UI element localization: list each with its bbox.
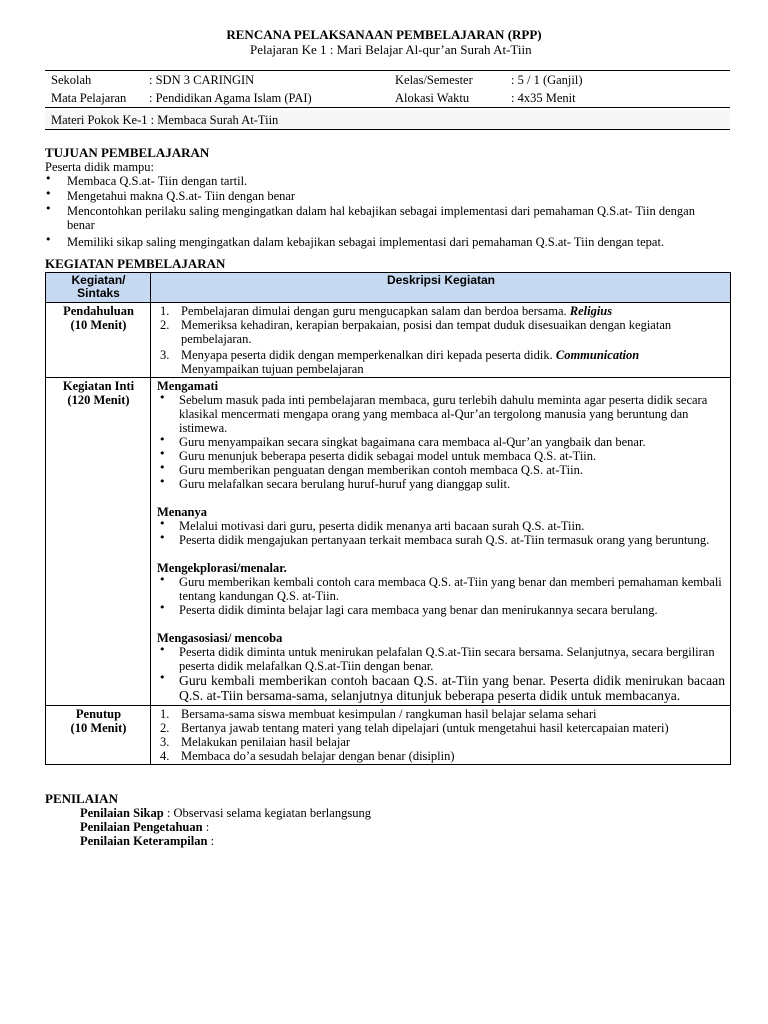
col-deskripsi: Deskripsi Kegiatan <box>151 273 731 303</box>
list-item: • Mengetahui makna Q.S.at- Tiin dengan benar <box>45 189 735 203</box>
document-subtitle: Pelajaran Ke 1 : Mari Belajar Al-qur’an Surah At-Tiin <box>250 42 532 57</box>
item-number: 1. <box>160 303 170 318</box>
kegiatan-table <box>45 272 731 765</box>
subheading-mengasosiasi: Mengasosiasi/ mencoba <box>157 630 283 645</box>
list-item: • Melalui motivasi dari guru, peserta didik menanya arti bacaan surah Q.S. at-Tiin. <box>157 519 725 533</box>
alokasi-value: : 4x35 Menit <box>511 91 576 105</box>
item-text: Menyapa peserta didik dengan memperkenalkan diri kepada peserta didik. <box>181 347 553 362</box>
item-number: 3. <box>160 347 170 362</box>
item-number: 4. <box>160 748 170 763</box>
mengeksplorasi-list <box>157 575 725 617</box>
list-item: • Membaca Q.S.at- Tiin dengan tartil. <box>45 174 735 188</box>
tujuan-section <box>45 160 735 250</box>
penutup-desc <box>151 705 731 764</box>
stage-time: (10 Menit) <box>70 720 127 735</box>
list-item: • Peserta didik diminta untuk menirukan pelafalan Q.S.at-Tiin secara bersama. Selanjutnya, secara bergiliran peserta didik melafalkan Q.S.at-Tiin dengan benar. <box>157 645 725 673</box>
mengasosiasi-list <box>157 645 725 704</box>
penilaian-keterampilan <box>80 834 371 848</box>
list-item <box>157 318 725 346</box>
stage-penutup <box>46 705 151 764</box>
list-item: • Peserta didik diminta belajar lagi cara membaca yang benar dan menirukannya secara berulang. <box>157 603 725 617</box>
item-text: Bertanya jawab tentang materi yang telah dipelajari (untuk mengetahui hasil ketercapaian materi) <box>181 720 669 735</box>
subheading-mengeksplorasi: Mengekplorasi/menalar. <box>157 560 287 575</box>
list-item: • Guru memberikan kembali contoh cara membaca Q.S. at-Tiin yang benar dan memberi pemahaman kembali tentang kandungan Q.S. at-Tiin. <box>157 575 725 603</box>
penilaian-value: : Observasi selama kegiatan berlangsung <box>163 806 371 820</box>
penilaian-label: Penilaian Sikap <box>80 806 164 820</box>
kelas-value: : 5 / 1 (Ganjil) <box>511 73 583 87</box>
stage-label: Pendahuluan <box>63 303 134 318</box>
penilaian-sikap <box>80 806 371 820</box>
list-item: • Peserta didik mengajukan pertanyaan terkait membaca surah Q.S. at-Tiin termasuk orang yang beruntung. <box>157 533 725 547</box>
table-row <box>46 302 731 377</box>
penilaian-heading: PENILAIAN <box>45 791 118 806</box>
list-item: • Sebelum masuk pada inti pembelajaran membaca, guru terlebih dahulu meminta agar peserta didik secara klasikal mencermati mengapa orang yang membaca al-Qur’an tergolong manusia yang beruntung dan istimewa. <box>157 393 725 435</box>
tujuan-heading: TUJUAN PEMBELAJARAN <box>45 145 210 160</box>
item-number: 1. <box>160 706 170 721</box>
item-text: Melakukan penilaian hasil belajar <box>181 734 351 749</box>
materi-pokok <box>45 110 730 130</box>
penilaian-pengetahuan <box>80 820 371 834</box>
character-tag: Communication <box>555 347 640 362</box>
table-row <box>46 377 731 705</box>
list-item: • Guru memberikan penguatan dengan memberikan contoh membaca Q.S. at-Tiin. <box>157 463 725 477</box>
list-item: • Guru menunjuk beberapa peserta didik sebagai model untuk membaca Q.S. at-Tiin. <box>157 449 725 463</box>
penilaian-value: : <box>207 834 215 848</box>
item-text: Bersama-sama siswa membuat kesimpulan / rangkuman hasil belajar selama sehari <box>181 706 597 721</box>
item-number: 2. <box>160 317 170 332</box>
kelas-label: Kelas/Semester <box>395 73 473 87</box>
list-item <box>157 304 725 318</box>
table-header-row <box>46 273 731 303</box>
penilaian-section <box>80 806 371 848</box>
penutup-list <box>157 707 725 763</box>
tujuan-intro: Peserta didik mampu: <box>45 160 155 174</box>
stage-time: (10 Menit) <box>70 317 127 332</box>
list-item <box>157 707 725 721</box>
list-item: • Guru melafalkan secara berulang huruf-huruf yang dianggap sulit. <box>157 477 725 491</box>
menanya-list <box>157 519 725 547</box>
mapel-label: Mata Pelajaran <box>51 91 127 105</box>
penilaian-value: : <box>202 820 210 834</box>
alokasi-label: Alokasi Waktu <box>395 91 470 105</box>
mengamati-list <box>157 393 725 491</box>
item-text: Membaca do’a sesudah belajar dengan benar (disiplin) <box>181 748 455 763</box>
inti-desc <box>151 377 731 705</box>
stage-pendahuluan <box>46 302 151 377</box>
list-item <box>157 721 725 735</box>
subheading-mengamati: Mengamati <box>157 378 219 393</box>
identity-row-2 <box>45 89 730 107</box>
stage-label: Kegiatan Inti <box>62 378 135 393</box>
item-extra: Menyampaikan tujuan pembelajaran <box>181 361 364 376</box>
item-text: Pembelajaran dimulai dengan guru mengucapkan salam dan berdoa bersama. <box>181 303 567 318</box>
sekolah-label: Sekolah <box>51 73 92 87</box>
pendahuluan-list <box>157 304 725 376</box>
character-tag: Religius <box>569 303 613 318</box>
list-item <box>157 735 725 749</box>
penilaian-label: Penilaian Keterampilan <box>80 834 208 848</box>
pendahuluan-desc <box>151 302 731 377</box>
document-title: RENCANA PELAKSANAAN PEMBELAJARAN (RPP) <box>226 27 542 42</box>
stage-label: Penutup <box>75 706 122 721</box>
item-number: 2. <box>160 720 170 735</box>
list-item <box>157 749 725 763</box>
materi-text: Materi Pokok Ke-1 : Membaca Surah At-Tiin <box>51 113 279 127</box>
list-item: • Guru menyampaikan secara singkat bagaimana cara membaca al-Qur’an yangbaik dan benar. <box>157 435 725 449</box>
col-kegiatan: Kegiatan/ Sintaks <box>46 273 151 303</box>
identity-table <box>45 70 730 108</box>
stage-inti <box>46 377 151 705</box>
kegiatan-heading: KEGIATAN PEMBELAJARAN <box>45 256 226 271</box>
item-number: 3. <box>160 734 170 749</box>
sekolah-value: : SDN 3 CARINGIN <box>149 73 255 87</box>
mapel-value: : Pendidikan Agama Islam (PAI) <box>149 91 312 105</box>
penilaian-label: Penilaian Pengetahuan <box>80 820 203 834</box>
list-item: • Mencontohkan perilaku saling mengingatkan dalam hal kebajikan sebagai implementasi dari pemahaman Q.S.at- Tiin dengan benar <box>45 204 722 232</box>
stage-time: (120 Menit) <box>67 392 130 407</box>
list-item <box>157 348 725 376</box>
tujuan-list <box>45 174 735 249</box>
identity-row-1 <box>45 71 730 89</box>
subheading-menanya: Menanya <box>157 504 207 519</box>
item-text: Memeriksa kehadiran, kerapian berpakaian, posisi dan tempat duduk disesuaikan dengan kegiatan pembelajaran. <box>181 317 672 346</box>
list-item: • Guru kembali memberikan contoh bacaan Q.S. at-Tiin yang benar. Peserta didik menirukan bacaan Q.S. at-Tiin bersama-sama, selanjutnya ditunjuk beberapa peserta didik untuk membacanya. <box>157 673 725 704</box>
table-row <box>46 705 731 764</box>
list-item: • Memiliki sikap saling mengingatkan dalam kebajikan sebagai implementasi dari pemahaman Q.S.at- Tiin dengan tepat. <box>45 235 735 249</box>
